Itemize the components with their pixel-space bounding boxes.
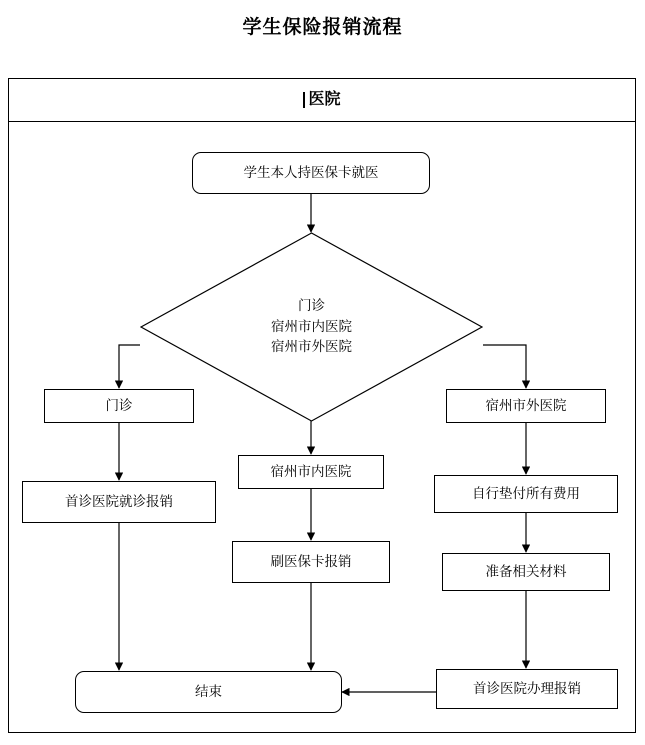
node-swipe-card-label: 刷医保卡报销 [270, 553, 352, 569]
node-decision-line1: 门诊 [298, 297, 325, 313]
node-first-hospital-reimburse[interactable] [22, 481, 216, 523]
node-decision-line3: 宿州市外医院 [271, 339, 352, 355]
node-in-city-hospital[interactable] [238, 455, 384, 489]
node-out-city-hospital[interactable] [446, 389, 606, 423]
node-outpatient-label: 门诊 [105, 397, 133, 413]
node-prepare-materials[interactable] [442, 553, 610, 591]
node-start[interactable] [192, 152, 430, 194]
node-first-hospital-reimburse-label: 首诊医院就诊报销 [65, 493, 173, 509]
node-self-pay[interactable] [434, 475, 618, 513]
node-end[interactable] [75, 671, 342, 713]
node-end-label: 结束 [195, 683, 222, 699]
lane-label: 医院 [303, 92, 340, 108]
node-in-city-hospital-label: 宿州市内医院 [270, 463, 352, 479]
node-out-city-hospital-label: 宿州市外医院 [485, 397, 567, 413]
node-first-hospital-process-label: 首诊医院办理报销 [473, 680, 581, 696]
node-self-pay-label: 自行垫付所有费用 [472, 485, 580, 501]
node-decision-line2: 宿州市内医院 [271, 318, 352, 334]
node-outpatient[interactable] [44, 389, 194, 423]
node-prepare-materials-label: 准备相关材料 [485, 563, 567, 579]
node-first-hospital-process[interactable] [436, 669, 618, 709]
page-title: 学生保险报销流程 [242, 17, 403, 38]
node-start-label: 学生本人持医保卡就医 [243, 164, 379, 180]
node-swipe-card[interactable] [232, 541, 390, 583]
